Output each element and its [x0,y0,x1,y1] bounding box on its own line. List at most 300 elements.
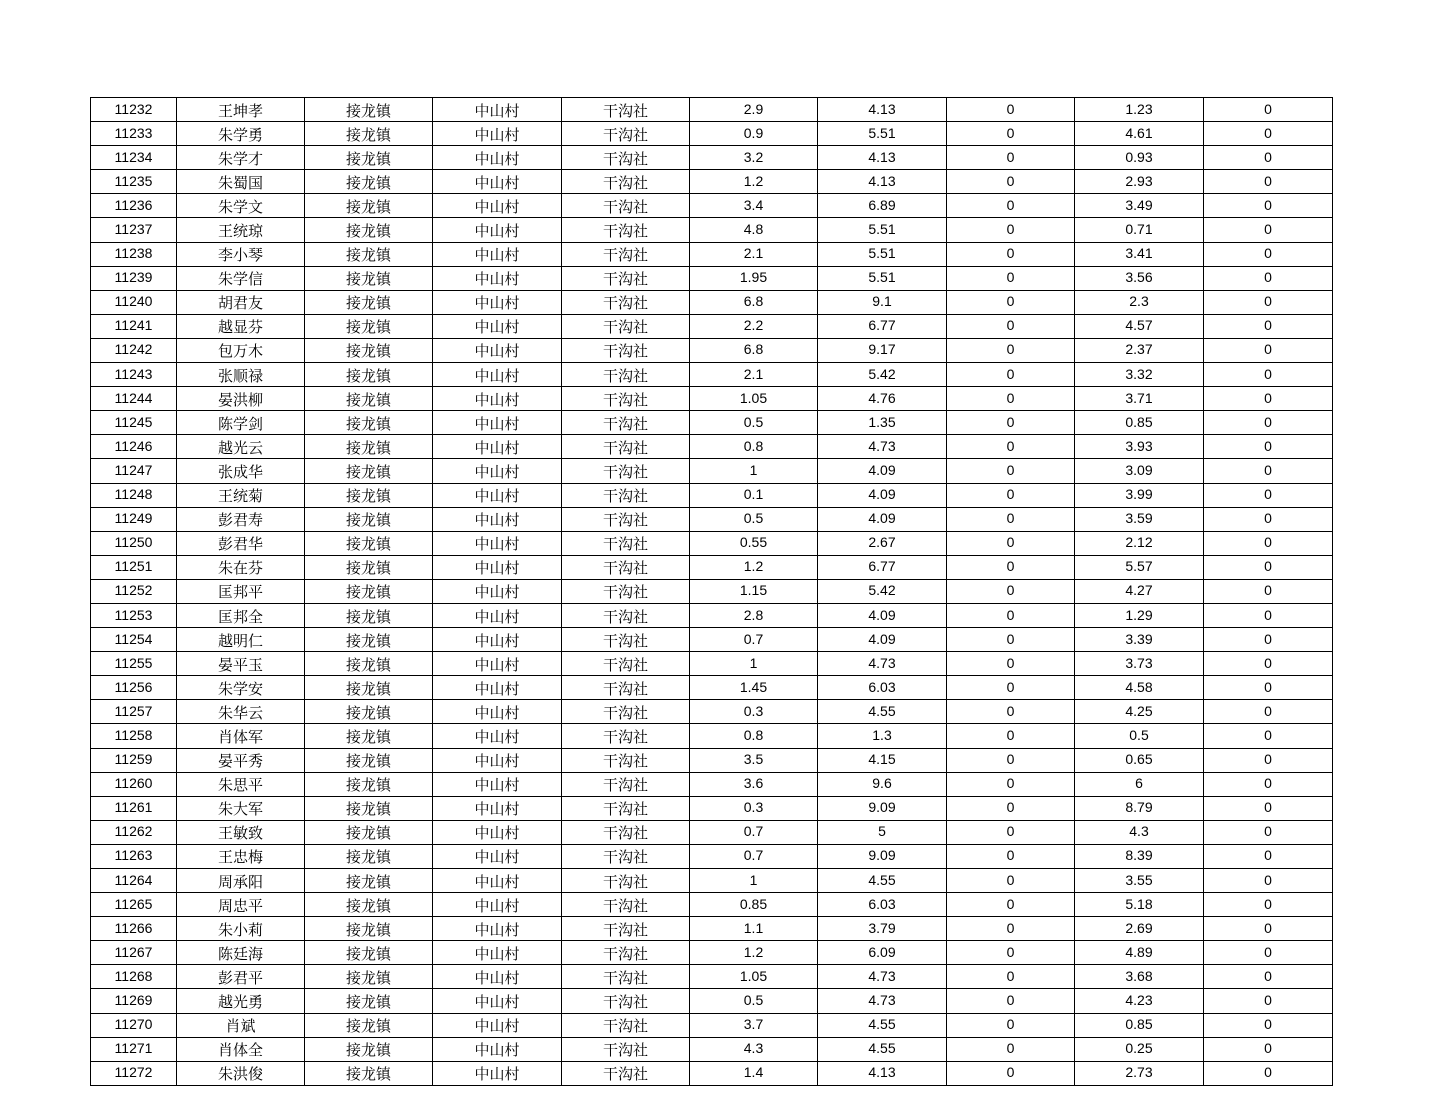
table-row [91,555,1333,579]
cell-record-id: 11232 [91,98,177,122]
table-row [91,1037,1333,1061]
cell-name: 彭君平 [177,965,305,989]
table-body [91,98,1333,1086]
cell-name: 周承阳 [177,869,305,893]
cell-value-d: 3.59 [1075,507,1204,531]
cell-value-a: 1.05 [690,965,818,989]
cell-name: 朱学勇 [177,122,305,146]
cell-group: 干沟社 [562,989,690,1013]
cell-town: 接龙镇 [305,338,433,362]
cell-value-a: 3.4 [690,194,818,218]
cell-name: 王忠梅 [177,844,305,868]
cell-value-c: 0 [947,1037,1075,1061]
cell-group: 干沟社 [562,579,690,603]
cell-value-b: 1.35 [818,411,947,435]
cell-value-a: 3.7 [690,1013,818,1037]
cell-village: 中山村 [433,387,562,411]
cell-value-c: 0 [947,98,1075,122]
cell-value-a: 6.8 [690,338,818,362]
cell-value-b: 4.73 [818,965,947,989]
cell-value-c: 0 [947,338,1075,362]
cell-value-e: 0 [1204,122,1333,146]
cell-value-d: 2.12 [1075,531,1204,555]
table-row [91,338,1333,362]
cell-value-c: 0 [947,435,1075,459]
cell-village: 中山村 [433,772,562,796]
cell-group: 干沟社 [562,483,690,507]
cell-value-b: 4.55 [818,700,947,724]
cell-village: 中山村 [433,603,562,627]
table-row [91,218,1333,242]
cell-value-c: 0 [947,531,1075,555]
cell-record-id: 11269 [91,989,177,1013]
cell-village: 中山村 [433,965,562,989]
cell-value-b: 4.15 [818,748,947,772]
cell-village: 中山村 [433,266,562,290]
cell-village: 中山村 [433,1013,562,1037]
cell-group: 干沟社 [562,724,690,748]
cell-value-d: 1.29 [1075,603,1204,627]
cell-record-id: 11248 [91,483,177,507]
cell-record-id: 11259 [91,748,177,772]
cell-value-a: 0.55 [690,531,818,555]
cell-value-b: 5.51 [818,242,947,266]
cell-value-a: 0.5 [690,411,818,435]
cell-name: 张成华 [177,459,305,483]
cell-town: 接龙镇 [305,555,433,579]
data-table [90,97,1333,1086]
cell-value-c: 0 [947,387,1075,411]
table-row [91,941,1333,965]
cell-town: 接龙镇 [305,411,433,435]
cell-value-c: 0 [947,893,1075,917]
cell-value-e: 0 [1204,652,1333,676]
table-row [91,1061,1333,1085]
cell-value-b: 4.09 [818,628,947,652]
cell-village: 中山村 [433,989,562,1013]
cell-value-b: 5.42 [818,363,947,387]
cell-value-e: 0 [1204,363,1333,387]
cell-town: 接龙镇 [305,676,433,700]
cell-value-d: 4.27 [1075,579,1204,603]
cell-value-b: 1.3 [818,724,947,748]
cell-record-id: 11234 [91,146,177,170]
cell-group: 干沟社 [562,941,690,965]
cell-value-b: 4.13 [818,146,947,170]
cell-village: 中山村 [433,314,562,338]
cell-record-id: 11271 [91,1037,177,1061]
cell-value-e: 0 [1204,459,1333,483]
cell-value-a: 0.8 [690,435,818,459]
cell-group: 干沟社 [562,218,690,242]
cell-town: 接龙镇 [305,194,433,218]
cell-name: 彭君寿 [177,507,305,531]
cell-value-c: 0 [947,989,1075,1013]
cell-value-d: 4.89 [1075,941,1204,965]
cell-value-d: 2.37 [1075,338,1204,362]
cell-village: 中山村 [433,411,562,435]
cell-town: 接龙镇 [305,1037,433,1061]
cell-village: 中山村 [433,1037,562,1061]
cell-group: 干沟社 [562,844,690,868]
cell-town: 接龙镇 [305,531,433,555]
cell-village: 中山村 [433,290,562,314]
cell-town: 接龙镇 [305,844,433,868]
cell-value-d: 1.23 [1075,98,1204,122]
cell-group: 干沟社 [562,531,690,555]
cell-value-e: 0 [1204,989,1333,1013]
cell-town: 接龙镇 [305,603,433,627]
cell-village: 中山村 [433,363,562,387]
cell-name: 朱学信 [177,266,305,290]
cell-village: 中山村 [433,724,562,748]
cell-value-e: 0 [1204,98,1333,122]
cell-value-e: 0 [1204,435,1333,459]
cell-name: 朱在芬 [177,555,305,579]
cell-town: 接龙镇 [305,965,433,989]
cell-town: 接龙镇 [305,989,433,1013]
cell-name: 朱小莉 [177,917,305,941]
cell-value-c: 0 [947,507,1075,531]
table-row [91,290,1333,314]
cell-village: 中山村 [433,869,562,893]
cell-value-d: 3.93 [1075,435,1204,459]
cell-name: 陈学剑 [177,411,305,435]
cell-value-a: 1.4 [690,1061,818,1085]
cell-record-id: 11235 [91,170,177,194]
cell-value-e: 0 [1204,555,1333,579]
cell-value-b: 9.6 [818,772,947,796]
cell-value-d: 5.18 [1075,893,1204,917]
cell-value-a: 1.2 [690,170,818,194]
cell-value-b: 4.55 [818,869,947,893]
cell-name: 晏洪柳 [177,387,305,411]
cell-name: 越显芬 [177,314,305,338]
cell-value-d: 0.25 [1075,1037,1204,1061]
cell-name: 肖体军 [177,724,305,748]
table-row [91,893,1333,917]
cell-record-id: 11236 [91,194,177,218]
cell-value-e: 0 [1204,1037,1333,1061]
cell-value-b: 4.09 [818,603,947,627]
cell-town: 接龙镇 [305,363,433,387]
cell-name: 晏平玉 [177,652,305,676]
cell-value-a: 0.9 [690,122,818,146]
cell-value-a: 1.1 [690,917,818,941]
cell-value-b: 6.89 [818,194,947,218]
cell-value-e: 0 [1204,579,1333,603]
cell-value-b: 4.13 [818,1061,947,1085]
cell-town: 接龙镇 [305,652,433,676]
cell-name: 肖斌 [177,1013,305,1037]
cell-group: 干沟社 [562,1037,690,1061]
cell-town: 接龙镇 [305,1013,433,1037]
cell-value-b: 5.51 [818,218,947,242]
cell-village: 中山村 [433,941,562,965]
cell-group: 干沟社 [562,1013,690,1037]
cell-group: 干沟社 [562,603,690,627]
cell-name: 王敏致 [177,820,305,844]
cell-value-e: 0 [1204,796,1333,820]
cell-value-c: 0 [947,628,1075,652]
cell-name: 朱学安 [177,676,305,700]
cell-value-c: 0 [947,363,1075,387]
cell-village: 中山村 [433,459,562,483]
cell-value-d: 3.56 [1075,266,1204,290]
cell-value-d: 4.58 [1075,676,1204,700]
cell-value-c: 0 [947,652,1075,676]
cell-value-c: 0 [947,603,1075,627]
cell-value-c: 0 [947,170,1075,194]
cell-value-c: 0 [947,579,1075,603]
cell-value-a: 1 [690,652,818,676]
cell-value-e: 0 [1204,893,1333,917]
table-row [91,242,1333,266]
cell-village: 中山村 [433,555,562,579]
cell-value-d: 3.68 [1075,965,1204,989]
cell-group: 干沟社 [562,555,690,579]
table-row [91,579,1333,603]
table-row [91,989,1333,1013]
cell-value-c: 0 [947,724,1075,748]
cell-value-c: 0 [947,194,1075,218]
cell-value-e: 0 [1204,411,1333,435]
cell-value-e: 0 [1204,290,1333,314]
cell-name: 周忠平 [177,893,305,917]
cell-value-b: 4.55 [818,1013,947,1037]
cell-name: 王统菊 [177,483,305,507]
cell-name: 李小琴 [177,242,305,266]
cell-value-a: 2.9 [690,98,818,122]
cell-record-id: 11255 [91,652,177,676]
table-row [91,170,1333,194]
table-row [91,965,1333,989]
cell-value-a: 0.1 [690,483,818,507]
cell-town: 接龙镇 [305,507,433,531]
cell-value-c: 0 [947,122,1075,146]
cell-record-id: 11245 [91,411,177,435]
cell-value-d: 8.39 [1075,844,1204,868]
cell-town: 接龙镇 [305,1061,433,1085]
cell-value-e: 0 [1204,1013,1333,1037]
table-row [91,628,1333,652]
cell-group: 干沟社 [562,266,690,290]
cell-village: 中山村 [433,531,562,555]
cell-value-e: 0 [1204,772,1333,796]
cell-record-id: 11242 [91,338,177,362]
cell-record-id: 11261 [91,796,177,820]
cell-value-d: 4.23 [1075,989,1204,1013]
cell-group: 干沟社 [562,170,690,194]
cell-value-e: 0 [1204,748,1333,772]
cell-value-e: 0 [1204,387,1333,411]
cell-value-e: 0 [1204,314,1333,338]
cell-value-c: 0 [947,483,1075,507]
cell-town: 接龙镇 [305,772,433,796]
cell-record-id: 11268 [91,965,177,989]
cell-value-a: 1.2 [690,555,818,579]
table-row [91,652,1333,676]
cell-value-d: 0.85 [1075,1013,1204,1037]
cell-village: 中山村 [433,98,562,122]
cell-value-d: 3.99 [1075,483,1204,507]
cell-town: 接龙镇 [305,941,433,965]
table-row [91,820,1333,844]
cell-group: 干沟社 [562,652,690,676]
cell-record-id: 11252 [91,579,177,603]
cell-value-e: 0 [1204,700,1333,724]
cell-value-d: 4.61 [1075,122,1204,146]
cell-town: 接龙镇 [305,893,433,917]
cell-value-b: 3.79 [818,917,947,941]
cell-value-a: 0.8 [690,724,818,748]
cell-value-e: 0 [1204,194,1333,218]
cell-record-id: 11250 [91,531,177,555]
cell-record-id: 11262 [91,820,177,844]
cell-name: 越光云 [177,435,305,459]
cell-value-a: 2.1 [690,363,818,387]
cell-record-id: 11254 [91,628,177,652]
cell-value-e: 0 [1204,218,1333,242]
cell-group: 干沟社 [562,146,690,170]
cell-value-d: 2.93 [1075,170,1204,194]
table-row [91,531,1333,555]
cell-value-c: 0 [947,218,1075,242]
cell-value-d: 2.3 [1075,290,1204,314]
cell-value-d: 3.41 [1075,242,1204,266]
cell-value-d: 4.25 [1075,700,1204,724]
cell-value-a: 6.8 [690,290,818,314]
cell-value-a: 0.5 [690,507,818,531]
cell-value-c: 0 [947,411,1075,435]
cell-value-d: 8.79 [1075,796,1204,820]
cell-value-d: 0.71 [1075,218,1204,242]
cell-value-a: 0.7 [690,628,818,652]
cell-name: 彭君华 [177,531,305,555]
cell-name: 朱思平 [177,772,305,796]
cell-village: 中山村 [433,122,562,146]
cell-village: 中山村 [433,507,562,531]
cell-name: 朱华云 [177,700,305,724]
cell-value-a: 3.2 [690,146,818,170]
cell-value-b: 4.09 [818,507,947,531]
cell-group: 干沟社 [562,700,690,724]
cell-village: 中山村 [433,194,562,218]
cell-value-d: 4.3 [1075,820,1204,844]
cell-town: 接龙镇 [305,218,433,242]
cell-name: 朱学文 [177,194,305,218]
cell-town: 接龙镇 [305,483,433,507]
cell-value-c: 0 [947,555,1075,579]
cell-value-c: 0 [947,820,1075,844]
cell-village: 中山村 [433,917,562,941]
cell-value-e: 0 [1204,676,1333,700]
cell-group: 干沟社 [562,411,690,435]
table-row [91,435,1333,459]
cell-name: 朱学才 [177,146,305,170]
cell-value-d: 0.65 [1075,748,1204,772]
cell-village: 中山村 [433,820,562,844]
cell-town: 接龙镇 [305,869,433,893]
cell-village: 中山村 [433,483,562,507]
cell-name: 匡邦全 [177,603,305,627]
cell-name: 朱大军 [177,796,305,820]
table-row [91,1013,1333,1037]
cell-record-id: 11241 [91,314,177,338]
table-row [91,869,1333,893]
table-row [91,98,1333,122]
table-row [91,146,1333,170]
cell-village: 中山村 [433,893,562,917]
cell-value-c: 0 [947,844,1075,868]
cell-group: 干沟社 [562,796,690,820]
cell-record-id: 11260 [91,772,177,796]
cell-village: 中山村 [433,652,562,676]
cell-value-a: 0.3 [690,796,818,820]
table-row [91,266,1333,290]
cell-value-a: 0.85 [690,893,818,917]
cell-name: 肖体全 [177,1037,305,1061]
cell-village: 中山村 [433,796,562,820]
cell-record-id: 11263 [91,844,177,868]
cell-group: 干沟社 [562,965,690,989]
cell-village: 中山村 [433,628,562,652]
cell-record-id: 11237 [91,218,177,242]
cell-value-c: 0 [947,941,1075,965]
cell-value-e: 0 [1204,483,1333,507]
cell-group: 干沟社 [562,893,690,917]
cell-value-b: 4.76 [818,387,947,411]
cell-group: 干沟社 [562,363,690,387]
cell-town: 接龙镇 [305,290,433,314]
cell-town: 接龙镇 [305,170,433,194]
cell-value-d: 3.73 [1075,652,1204,676]
cell-value-e: 0 [1204,941,1333,965]
cell-value-b: 4.09 [818,483,947,507]
cell-value-a: 1 [690,459,818,483]
cell-value-a: 1.95 [690,266,818,290]
cell-town: 接龙镇 [305,98,433,122]
cell-value-e: 0 [1204,628,1333,652]
cell-town: 接龙镇 [305,122,433,146]
cell-group: 干沟社 [562,290,690,314]
cell-value-d: 3.32 [1075,363,1204,387]
cell-record-id: 11265 [91,893,177,917]
cell-value-b: 9.17 [818,338,947,362]
cell-value-e: 0 [1204,146,1333,170]
cell-value-a: 3.5 [690,748,818,772]
cell-town: 接龙镇 [305,266,433,290]
cell-value-a: 2.2 [690,314,818,338]
cell-name: 晏平秀 [177,748,305,772]
table-row [91,700,1333,724]
table-row [91,844,1333,868]
cell-value-d: 5.57 [1075,555,1204,579]
cell-value-d: 0.93 [1075,146,1204,170]
cell-village: 中山村 [433,700,562,724]
cell-group: 干沟社 [562,676,690,700]
cell-value-c: 0 [947,748,1075,772]
cell-value-b: 9.1 [818,290,947,314]
table-row [91,194,1333,218]
cell-value-a: 0.5 [690,989,818,1013]
cell-record-id: 11270 [91,1013,177,1037]
cell-value-c: 0 [947,242,1075,266]
cell-value-b: 4.55 [818,1037,947,1061]
cell-name: 朱蜀国 [177,170,305,194]
cell-value-b: 6.77 [818,555,947,579]
cell-village: 中山村 [433,748,562,772]
